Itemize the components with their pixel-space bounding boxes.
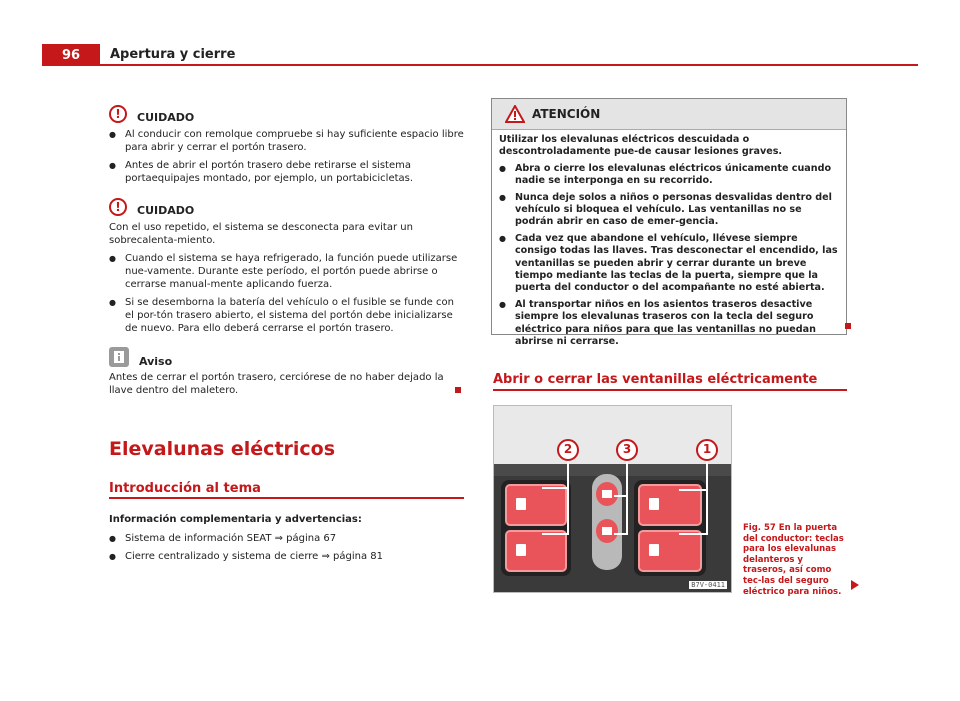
caution-bullet: ● Cuando el sistema se haya refrigerado, la función puede utilizarse nue-vamente. Durante este período, el portón puede abrirse o cerrarse manual-mente aplicando fuerza.: [109, 252, 464, 291]
window-switch-illustration: [494, 406, 732, 593]
caution-block-2: [109, 196, 464, 340]
warning-title: ATENCIÓN: [532, 107, 601, 121]
warning-bullet: ● Cada vez que abandone el vehículo, llévese siempre consigo todas las llaves. Tras desconectar el encendido, las ventanillas se pueden abrir y cerrar durante un breve tiempo mediante las teclas de la puerta, siempre que la puerta del conductor o del acompañante no esté abierta.: [499, 233, 839, 295]
end-marker: [455, 387, 461, 393]
window-switch-figure: [493, 405, 732, 593]
caution-icon: !: [109, 105, 127, 123]
continue-arrow-icon: [851, 580, 859, 590]
info-note-icon: [109, 347, 129, 367]
section-header-title: Apertura y cierre: [110, 47, 236, 62]
end-marker: [845, 323, 851, 329]
warning-bullet: ● Al transportar niños en los asientos traseros desactive siempre los elevalunas traseros con la tecla del seguro eléctrico para niños para que las ventanillas no puedan abrirse ni cerrarse.: [499, 299, 839, 349]
info-label: Información complementaria y advertencias:: [109, 514, 362, 525]
figure-caption: Fig. 57 En la puerta del conductor: teclas para los elevalunas delanteros y traseros, así como tec-las del seguro eléctrico para niños.: [743, 523, 844, 597]
warning-box: [491, 98, 847, 348]
caution-bullet: ● Antes de abrir el portón trasero debe retirarse el sistema portaequipajes montado, por ejemplo, un portabicicletas.: [109, 159, 464, 185]
callout-label: 1: [702, 442, 712, 456]
aviso-block: [109, 345, 464, 397]
caution-intro: Con el uso repetido, el sistema se desconecta para evitar un sobrecalenta-miento.: [109, 222, 413, 246]
callout-label: 2: [563, 442, 573, 456]
caution-bullet: ● Si se desemborna la batería del vehículo o el fusible se funde con el por-tón trasero abierto, el sistema del portón debe inicializarse de nuevo. Para ello deberá cerrarse el portón trasero.: [109, 296, 464, 335]
warning-bullet: ● Nunca deje solos a niños o personas desvalidas dentro del vehículo si bloquea el vehículo. Las ventanillas no se podrán abrir en caso de emer-gencia.: [499, 192, 839, 229]
related-info: [109, 513, 464, 568]
subsection-rule: [109, 497, 464, 499]
caution-bullet: ● Al conducir con remolque compruebe si hay suficiente espacio libre para abrir y cerrar el portón trasero.: [109, 128, 464, 154]
figure-code: B7V-0411: [691, 581, 725, 589]
aviso-text: Antes de cerrar el portón trasero, cerciórese de no haber dejado la llave dentro del maletero.: [109, 372, 444, 396]
warning-bullet: ● Abra o cierre los elevalunas eléctricos únicamente cuando nadie se interponga en su recorrido.: [499, 163, 839, 188]
cross-reference-link[interactable]: ● Cierre centralizado y sistema de cierre ⇒ página 81: [109, 550, 464, 563]
aviso-title: Aviso: [139, 355, 173, 368]
section-rule: [493, 389, 847, 391]
chapter-title: Elevalunas eléctricos: [109, 438, 336, 460]
caution-title: CUIDADO: [137, 204, 195, 217]
warning-intro: Utilizar los elevalunas eléctricos descuidada o descontroladamente pue-de causar lesiones graves.: [499, 134, 783, 158]
cross-reference-link[interactable]: ● Sistema de información SEAT ⇒ página 67: [109, 532, 464, 545]
callout-label: 3: [622, 442, 632, 456]
caution-icon: !: [109, 198, 127, 216]
header-rule: [100, 64, 918, 66]
section-title: Abrir o cerrar las ventanillas eléctricamente: [493, 372, 818, 387]
caution-title: CUIDADO: [137, 111, 195, 124]
caution-block-1: [109, 103, 464, 190]
warning-triangle-icon: [505, 105, 525, 123]
warning-header: [492, 99, 846, 130]
subsection-title: Introducción al tema: [109, 481, 261, 496]
page-number: 96: [42, 44, 100, 66]
